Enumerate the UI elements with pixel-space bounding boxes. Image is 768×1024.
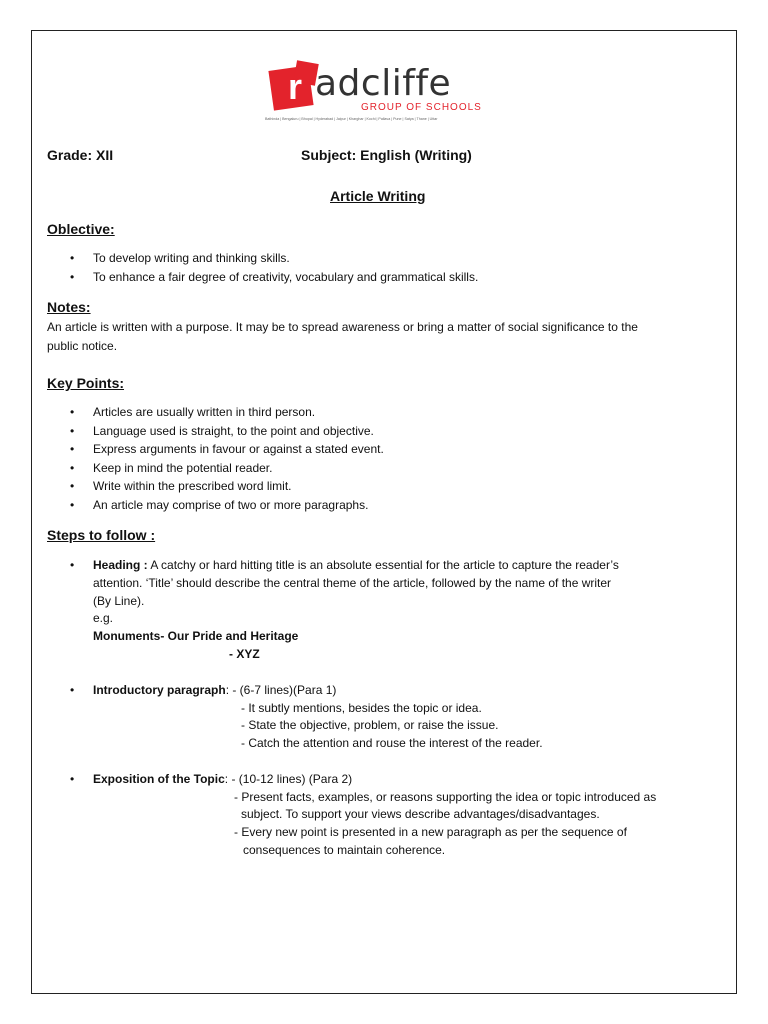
exposition-line: - Present facts, examples, or reasons supporting the idea or topic introduced as xyxy=(234,790,657,804)
heading-step-label: Heading : xyxy=(93,558,148,572)
exposition-line: subject. To support your views describe advantages/disadvantages. xyxy=(241,807,600,821)
objective-heading: Oblective: xyxy=(47,221,115,237)
objective-item: • To develop writing and thinking skills. xyxy=(93,249,290,267)
page-title: Article Writing xyxy=(330,188,426,204)
example-author: - XYZ xyxy=(229,647,260,661)
exposition-step-text: : - (10-12 lines) (Para 2) xyxy=(224,772,353,786)
heading-step-line: (By Line). xyxy=(93,594,145,608)
key-point-item: • Express arguments in favour or against a stated event. xyxy=(93,440,384,458)
notes-text-line: public notice. xyxy=(47,339,118,353)
logo-cities: Bathinda | Bengaluru | Bhopal | Hyderabad | Jaipur | Kharghar | Kochi | Pallava | Pune | Satya | Thane | Uttar xyxy=(265,117,438,121)
intro-step-label: Introductory paragraph xyxy=(93,683,226,697)
grade-label: Grade: XII xyxy=(47,147,114,163)
key-point-item: • An article may comprise of two or more paragraphs. xyxy=(93,496,368,514)
heading-step-line: attention. ‘Title’ should describe the central theme of the article, followed by the name of the writer xyxy=(93,576,612,590)
radcliffe-logo xyxy=(265,62,495,128)
exposition-step-label: Exposition of the Topic xyxy=(93,772,225,786)
exposition-line: - Every new point is presented in a new paragraph as per the sequence of xyxy=(234,825,627,839)
intro-step xyxy=(93,681,336,699)
logo-tagline: GROUP OF SCHOOLS xyxy=(361,102,482,113)
intro-point: - Catch the attention and rouse the interest of the reader. xyxy=(241,736,543,750)
key-point-item: • Write within the prescribed word limit. xyxy=(93,477,292,495)
subject-label: Subject: English (Writing) xyxy=(301,147,472,163)
key-point-item: • Language used is straight, to the point and objective. xyxy=(93,422,374,440)
notes-heading: Notes: xyxy=(47,299,91,315)
key-point-item: • Keep in mind the potential reader. xyxy=(93,459,272,477)
exposition-step xyxy=(93,770,352,788)
example-label: e.g. xyxy=(93,611,114,625)
exposition-line: consequences to maintain coherence. xyxy=(243,843,446,857)
steps-heading: Steps to follow : xyxy=(47,527,156,543)
logo-letter: r xyxy=(287,66,302,107)
notes-text-line: An article is written with a purpose. It may be to spread awareness or bring a matter of social significance to the xyxy=(47,320,638,334)
key-point-item: • Articles are usually written in third person. xyxy=(93,403,315,421)
heading-step xyxy=(93,556,619,574)
intro-point: - It subtly mentions, besides the topic or idea. xyxy=(241,701,482,715)
logo-wordmark: adcliffe xyxy=(315,63,452,104)
example-title: Monuments- Our Pride and Heritage xyxy=(93,629,299,643)
intro-step-text: : - (6-7 lines)(Para 1) xyxy=(225,683,337,697)
heading-step-text: A catchy or hard hitting title is an absolute essential for the article to capture the reader’s xyxy=(147,558,619,572)
key-points-heading: Key Points: xyxy=(47,375,125,391)
intro-point: - State the objective, problem, or raise the issue. xyxy=(241,718,499,732)
objective-item: • To enhance a fair degree of creativity, vocabulary and grammatical skills. xyxy=(93,268,478,286)
